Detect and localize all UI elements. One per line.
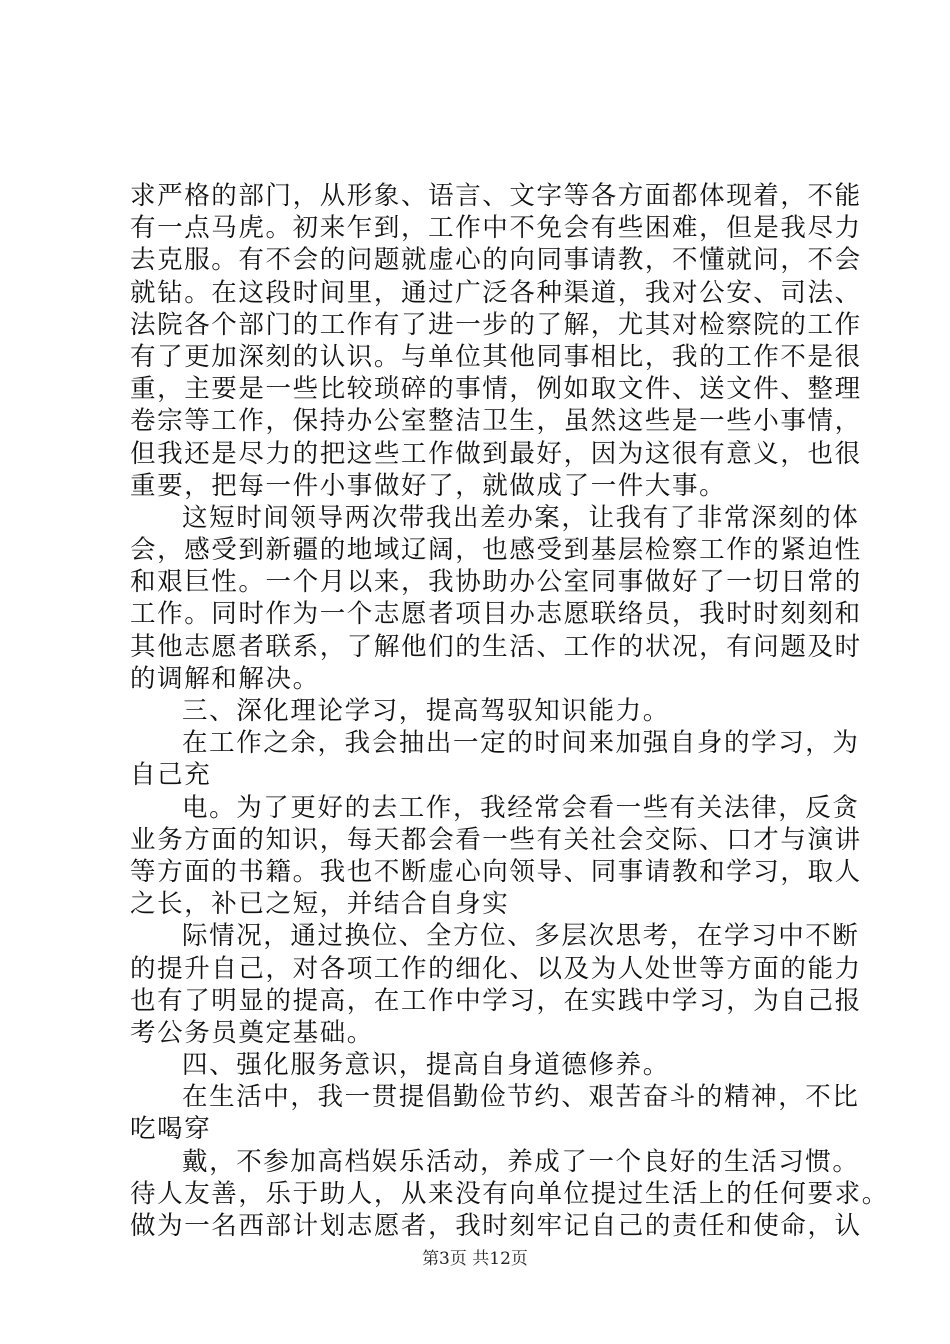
- text-line: 在生活中，我一贯提倡勤俭节约、艰苦奋斗的精神，不比: [182, 1082, 860, 1113]
- text-line: 等方面的书籍。我也不断虚心向领导、同事请教和学习，取人: [130, 856, 862, 887]
- text-line: 做为一名西部计划志愿者，我时刻牢记自己的责任和使命，认: [130, 1211, 862, 1241]
- text-line: 三、深化理论学习，提高驾驭知识能力。: [182, 696, 670, 726]
- text-line: 但我还是尽力的把这些工作做到最好，因为这很有意义，也很: [130, 438, 862, 469]
- text-line: 的提升自己，对各项工作的细化、以及为人处世等方面的能力: [130, 953, 862, 984]
- document-body: [130, 180, 889, 1242]
- text-line: 有了更加深刻的认识。与单位其他同事相比，我的工作不是很: [130, 341, 862, 372]
- text-line: 卷宗等工作，保持办公室整洁卫生，虽然这些是一些小事情，: [130, 406, 862, 437]
- text-line: 也有了明显的提高，在工作中学习，在实践中学习，为自己报: [130, 985, 862, 1016]
- text-line: 就钻。在这段时间里，通过广泛各种渠道，我对公安、司法、: [130, 277, 862, 308]
- text-line: 这短时间领导两次带我出差办案，让我有了非常深刻的体: [182, 502, 860, 533]
- text-line: 去克服。有不会的问题就虚心的向同事请教，不懂就问，不会: [130, 245, 862, 276]
- text-line: 电。为了更好的去工作，我经常会看一些有关法律，反贪: [182, 792, 860, 823]
- text-line: 其他志愿者联系，了解他们的生活、工作的状况，有问题及时: [130, 631, 862, 662]
- text-line: 会，感受到新疆的地域辽阔，也感受到基层检察工作的紧迫性: [130, 535, 862, 566]
- text-line: 和艰巨性。一个月以来，我协助办公室同事做好了一切日常的: [130, 567, 862, 598]
- text-line: 有一点马虎。初来乍到，工作中不免会有些困难，但是我尽力: [130, 213, 862, 244]
- text-line: 吃喝穿: [130, 1114, 212, 1145]
- text-line: 考公务员奠定基础。: [130, 1017, 374, 1048]
- text-line: 四、强化服务意识，提高自身道德修养。: [182, 1050, 670, 1081]
- text-line: 自己充: [130, 760, 212, 791]
- text-line: 重要，把每一件小事做好了，就做成了一件大事。: [130, 470, 727, 501]
- text-line: 在工作之余，我会抽出一定的时间来加强自身的学习，为: [182, 728, 860, 759]
- text-line: 际情况，通过换位、全方位、多层次思考，在学习中不断: [182, 921, 860, 952]
- text-line: 法院各个部门的工作有了进一步的了解，尤其对检察院的工作: [130, 309, 862, 340]
- page-number-footer: 第3页 共12页: [422, 1249, 528, 1269]
- text-line: 求严格的部门，从形象、语言、文字等各方面都体现着，不能: [130, 181, 862, 211]
- text-line: 业务方面的知识，每天都会看一些有关社会交际、口才与演讲: [130, 824, 862, 855]
- text-line: 工作。同时作为一个志愿者项目办志愿联络员，我时时刻刻和: [130, 599, 862, 630]
- text-line: 之长，补已之短，并结合自身实: [130, 889, 510, 920]
- text-line: 戴，不参加高档娱乐活动，养成了一个良好的生活习惯。: [182, 1146, 860, 1177]
- text-line: 的调解和解决。: [130, 663, 320, 694]
- text-line: 待人友善，乐于助人，从来没有向单位提过生活上的任何要求。: [130, 1178, 889, 1209]
- text-line: 重，主要是一些比较琐碎的事情，例如取文件、送文件、整理: [130, 374, 862, 405]
